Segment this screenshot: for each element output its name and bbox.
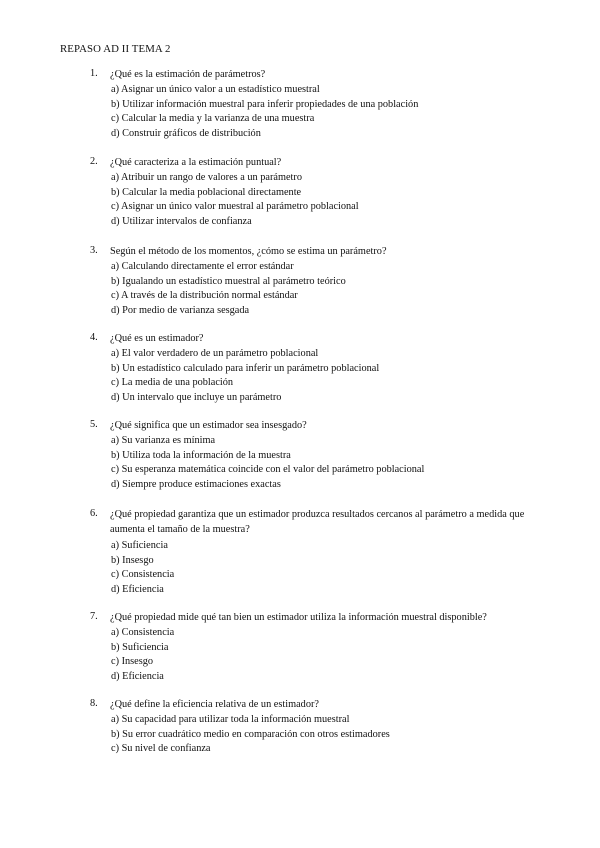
answer-option: a) Su capacidad para utilizar toda la información muestral <box>111 714 350 725</box>
answer-option: b) Su error cuadrático medio en comparación con otros estimadores <box>111 728 390 740</box>
answer-option: b) Utilizar información muestral para inferir propiedades de una población <box>111 98 419 110</box>
question-text: ¿Qué es un estimador? <box>110 333 204 344</box>
question-number: 2. <box>90 156 98 167</box>
answer-options <box>111 626 174 684</box>
answer-option: d) Eficiencia <box>111 583 164 595</box>
answer-option: b) Insesgo <box>111 554 154 566</box>
answer-option: a) Su varianza es mínima <box>111 435 216 446</box>
answer-option: a) El valor verdadero de un parámetro poblacional <box>111 348 319 359</box>
question-text: ¿Qué propiedad mide qué tan bien un estimador utiliza la información muestral disponible? <box>110 612 487 623</box>
answer-option: b) Utiliza toda la información de la muestra <box>111 449 291 461</box>
answer-option: c) La media de una población <box>111 377 234 389</box>
answer-option: c) Su esperanza matemática coincide con el valor del parámetro poblacional <box>111 464 425 476</box>
answer-option: b) Suficiencia <box>111 641 169 653</box>
answer-option: b) Calcular la media poblacional directamente <box>111 186 302 198</box>
answer-option: d) Eficiencia <box>111 670 164 682</box>
answer-option: a) Calculando directamente el error estándar <box>111 261 294 272</box>
answer-option: d) Utilizar intervalos de confianza <box>111 215 252 227</box>
answer-option: b) Igualando un estadístico muestral al parámetro teórico <box>111 275 346 287</box>
answer-options <box>111 260 346 318</box>
question-number: 3. <box>90 245 98 256</box>
question-number: 4. <box>90 332 98 343</box>
answer-options <box>111 171 359 229</box>
answer-option: a) Asignar un único valor a un estadístico muestral <box>111 84 320 95</box>
answer-option: d) Por medio de varianza sesgada <box>111 304 250 316</box>
answer-option: c) Consistencia <box>111 569 175 581</box>
answer-option: a) Suficiencia <box>111 540 168 551</box>
answer-options <box>111 347 379 405</box>
answer-option: c) Insesgo <box>111 656 154 668</box>
answer-option: c) A través de la distribución normal estándar <box>111 290 298 302</box>
answer-options <box>111 434 424 492</box>
answer-option: d) Un intervalo que incluye un parámetro <box>111 391 282 403</box>
answer-options <box>111 539 174 597</box>
answer-option: c) Asignar un único valor muestral al parámetro poblacional <box>111 201 359 213</box>
answer-option: d) Construir gráficos de distribución <box>111 127 261 139</box>
answer-option: a) Consistencia <box>111 627 175 638</box>
question-text: ¿Qué caracteriza a la estimación puntual? <box>110 157 282 168</box>
question-text: ¿Qué es la estimación de parámetros? <box>110 69 266 80</box>
document-title: REPASO AD II TEMA 2 <box>60 43 171 55</box>
question-text: ¿Qué propiedad garantiza que un estimador produzca resultados cercanos al parámetro a medida que aumenta el tamaño de la muestra? <box>110 509 525 535</box>
question-text: Según el método de los momentos, ¿cómo se estima un parámetro? <box>110 246 387 257</box>
question-number: 1. <box>90 68 98 79</box>
answer-option: a) Atribuir un rango de valores a un parámetro <box>111 172 302 183</box>
answer-options <box>111 713 390 757</box>
question-number: 7. <box>90 611 98 622</box>
question-number: 5. <box>90 419 98 430</box>
answer-option: c) Calcular la media y la varianza de una muestra <box>111 113 315 125</box>
question-text: ¿Qué define la eficiencia relativa de un estimador? <box>110 699 319 710</box>
answer-option: d) Siempre produce estimaciones exactas <box>111 478 281 490</box>
answer-options <box>111 83 418 141</box>
answer-option: b) Un estadístico calculado para inferir un parámetro poblacional <box>111 362 380 374</box>
question-text: ¿Qué significa que un estimador sea insesgado? <box>110 420 307 431</box>
question-number: 6. <box>90 508 98 519</box>
answer-option: c) Su nivel de confianza <box>111 743 211 755</box>
question-number: 8. <box>90 698 98 709</box>
